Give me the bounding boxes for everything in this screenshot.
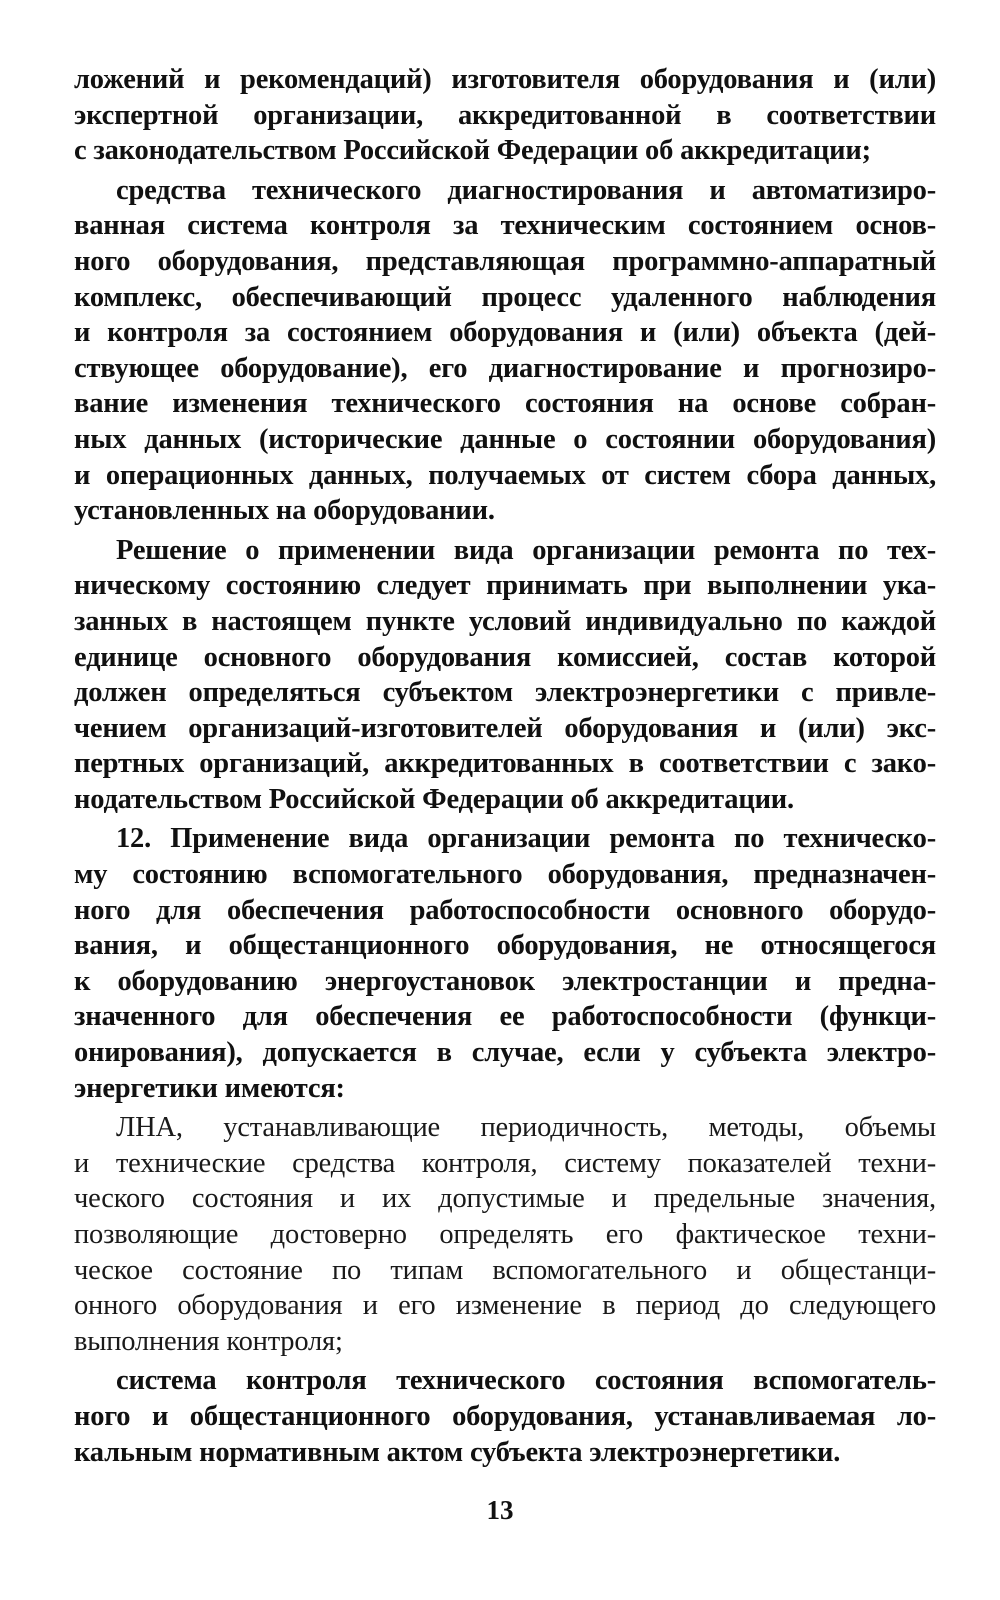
text-line: система контроля технического состояния вспомогатель- [116,1365,936,1397]
text-line: ного для обеспечения работоспособности основного оборудо- [74,894,936,926]
text-line: ческого состояния и их допустимые и предельные значения, [74,1183,936,1215]
text-line: онного оборудования и его изменение в период до следующего [74,1290,936,1322]
text-line: нодательством Российской Федерации об аккредитации. [74,783,794,815]
text-line: и технические средства контроля, систему показателей техни- [74,1147,936,1179]
body-text [74,62,936,1470]
text-line: ного и общестанционного оборудования, устанавливаемая ло- [74,1400,936,1432]
paragraph [74,533,936,818]
text-line: экспертной организации, аккредитованной в соответствии [74,99,936,131]
text-line: ническому состоянию следует принимать при выполнении ука- [74,570,936,602]
text-line: пертных организаций, аккредитованных в соответствии с зако- [74,748,936,780]
text-line: кальным нормативным актом субъекта электроэнергетики. [74,1436,841,1468]
text-line: с законодательством Российской Федерации об аккредитации; [74,135,871,167]
text-line: вание изменения технического состояния на основе собран- [74,388,936,420]
text-line: комплекс, обеспечивающий процесс удаленного наблюдения [74,281,936,313]
text-line: к оборудованию энергоустановок электростанции и предна- [74,965,936,997]
text-line: вания, и общестанционного оборудования, не относящегося [74,930,936,962]
text-line: и контроля за состоянием оборудования и (или) объекта (дей- [74,317,936,349]
text-line: ческое состояние по типам вспомогательного и общестанци- [74,1254,936,1286]
text-line: должен определяться субъектом электроэнергетики с привле- [74,677,936,709]
paragraph [74,1110,936,1359]
text-line: ного оборудования, представляющая программно-аппаратный [74,245,936,277]
text-line: установленных на оборудовании. [74,495,495,527]
paragraph [74,173,936,529]
paragraph [74,62,936,169]
text-line: занных в настоящем пункте условий индивидуально по каждой [74,605,936,637]
text-line: средства технического диагностирования и автоматизиро- [116,174,936,206]
text-line: ложений и рекомендаций) изготовителя оборудования и (или) [74,64,936,95]
text-line: чением организаций-изготовителей оборудования и (или) экс- [74,712,936,744]
text-line: онирования), допускается в случае, если у субъекта электро- [74,1037,936,1069]
text-line: энергетики имеются: [74,1072,345,1104]
text-line: выполнения контроля; [74,1325,343,1357]
text-line: ЛНА, устанавливающие периодичность, методы, объемы [116,1112,936,1144]
page-number: 13 [486,1495,514,1525]
paragraph [74,1363,936,1470]
text-line: единице основного оборудования комиссией, состав которой [74,641,936,673]
text-line: ствующее оборудование), его диагностирование и прогнозиро- [74,352,936,384]
text-line: позволяющие достоверно определять его фактическое техни- [74,1219,936,1250]
text-line: значенного для обеспечения ее работоспособности (функци- [74,1001,936,1033]
text-line: Решение о применении вида организации ремонта по тех- [116,534,936,566]
text-line: и операционных данных, получаемых от систем сбора данных, [74,459,936,491]
text-line: ванная система контроля за техническим состоянием основ- [74,210,936,242]
text-line: 12. Применение вида организации ремонта по техническо- [116,823,936,855]
text-line: му состоянию вспомогательного оборудования, предназначен- [74,859,936,891]
paragraph [74,821,936,1106]
text-line: ных данных (исторические данные о состоянии оборудования) [74,423,936,455]
